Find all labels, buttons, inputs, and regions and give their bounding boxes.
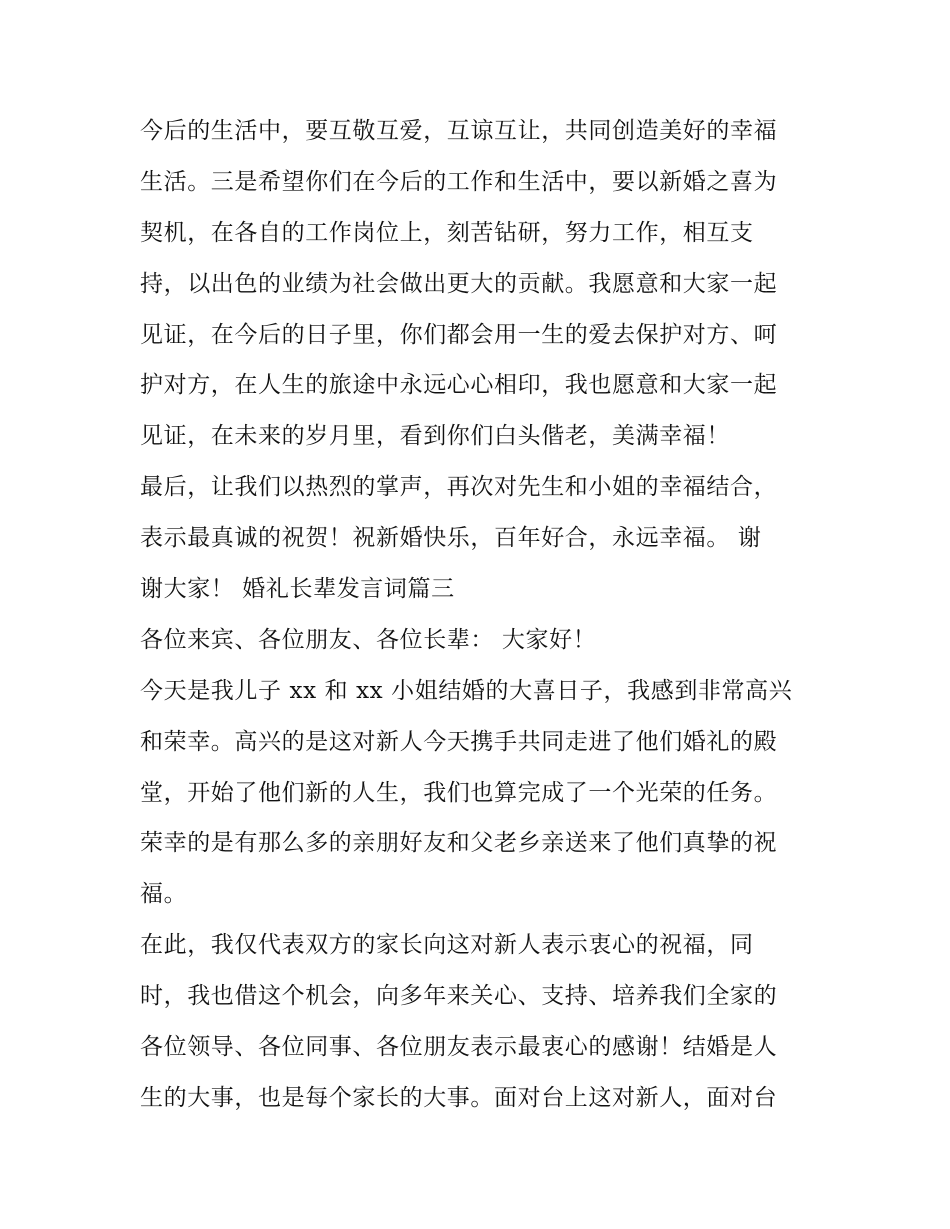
text-line: 荣幸的是有那么多的亲朋好友和父老乡亲送来了他们真挚的祝	[140, 830, 778, 857]
document-body	[140, 106, 820, 1124]
text-line: 契机，在各自的工作岗位上，刻苦钻研，努力工作，相互支	[140, 219, 754, 246]
text-line: 见证，在今后的日子里，你们都会用一生的爱去保护对方、呵	[140, 321, 778, 348]
greeting-line: 各位来宾、各位朋友、各位长辈： 大家好！	[140, 626, 597, 653]
text-line: 时，我也借这个机会，向多年来关心、支持、培养我们全家的	[140, 983, 778, 1010]
text-line: 表示最真诚的祝贺！祝新婚快乐，百年好合，永远幸福。 谢	[140, 525, 762, 552]
text-line: 见证，在未来的岁月里，看到你们白头偕老，美满幸福！	[140, 423, 730, 450]
text-line: 生活。三是希望你们在今后的工作和生活中，要以新婚之喜为	[140, 168, 778, 195]
text-line: 最后，让我们以热烈的掌声，再次对先生和小姐的幸福结合，	[140, 474, 778, 501]
text-line: 护对方，在人生的旅途中永远心心相印，我也愿意和大家一起	[140, 372, 778, 399]
text-line: 堂，开始了他们新的人生，我们也算完成了一个光荣的任务。	[140, 779, 778, 806]
text-line: 今后的生活中，要互敬互爱，互谅互让，共同创造美好的幸福	[140, 118, 778, 144]
text-line: 在此，我仅代表双方的家长向这对新人表示衷心的祝福，同	[140, 932, 754, 959]
text-line: 持，以出色的业绩为社会做出更大的贡献。我愿意和大家一起	[140, 270, 778, 297]
text-line: 和荣幸。高兴的是这对新人今天携手共同走进了他们婚礼的殿	[140, 728, 778, 755]
text-line: 今天是我儿子 xx 和 xx 小姐结婚的大喜日子，我感到非常高兴	[140, 677, 793, 704]
text-line: 生的大事，也是每个家长的大事。面对台上这对新人，面对台	[140, 1084, 778, 1111]
section-heading-line: 谢大家！ 婚礼长辈发言词篇三	[140, 576, 455, 603]
text-line: 福。	[140, 881, 188, 908]
text-line: 各位领导、各位同事、各位朋友表示最衷心的感谢！结婚是人	[140, 1034, 778, 1061]
